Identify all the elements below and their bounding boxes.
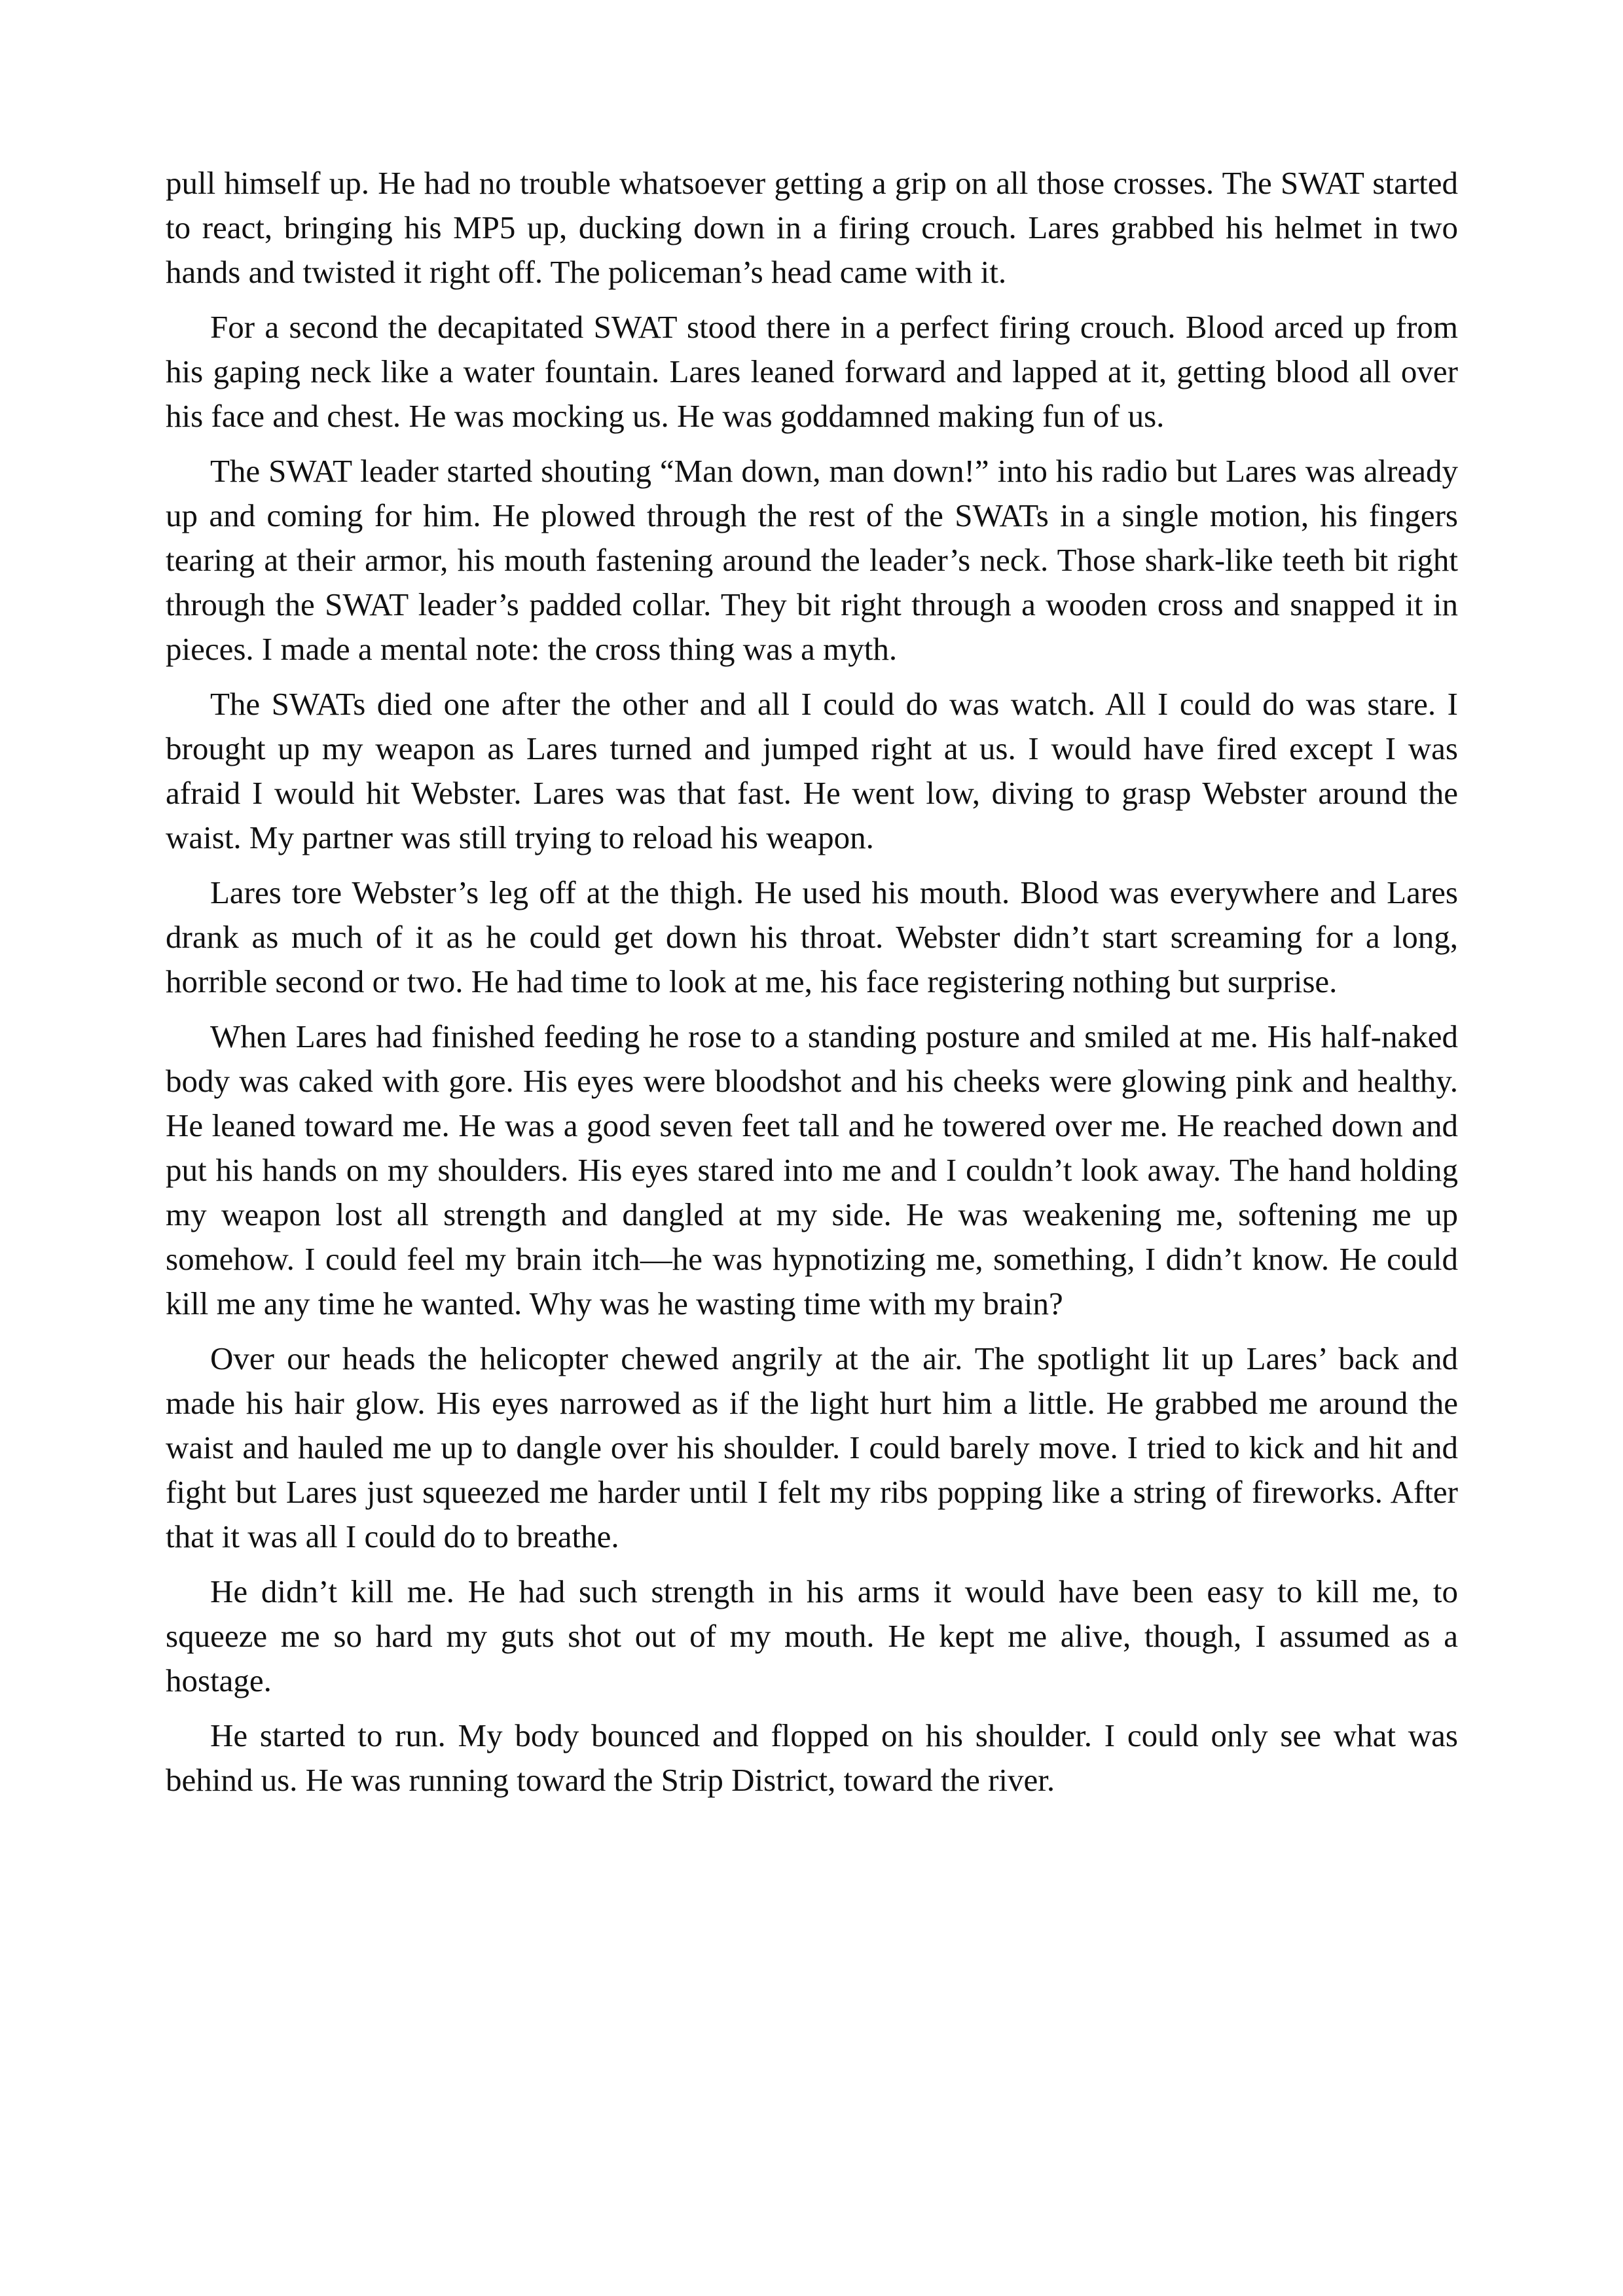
paragraph-7: Over our heads the helicopter chewed angrily at the air. The spotlight lit up Lares’ back and made his hair glow. His eyes narrowed as if the light hurt him a little. He grabbed me around the waist and hauled me up to dangle over his shoulder. I could barely move. I tried to kick and hit and fight but Lares just squeezed me harder until I felt my ribs popping like a string of fireworks. After that it was all I could do to breathe.: [166, 1340, 1458, 1554]
paragraph-6: When Lares had finished feeding he rose to a standing posture and smiled at me. His half-naked body was caked with gore. His eyes were bloodshot and his cheeks were glowing pink and healthy. He leaned toward me. He was a good seven feet tall and he towered over me. He reached down and put his hands on my shoulders. His eyes stared into me and I couldn’t look away. The hand holding my weapon lost all strength and dangled at my side. He was weakening me, softening me up somehow. I could feel my brain itch—he was hypnotizing me, something, I didn’t know. He could kill me any time he wanted. Why was he wasting time with my brain?: [166, 1018, 1458, 1321]
paragraph-5: Lares tore Webster’s leg off at the thigh. He used his mouth. Blood was everywhere and Lares drank as much of it as he could get down his throat. Webster didn’t start screaming for a long, horrible second or two. He had time to look at me, his face registering nothing but surprise.: [166, 874, 1458, 999]
paragraph-1: pull himself up. He had no trouble whatsoever getting a grip on all those crosses. The SWAT started to react, bringing his MP5 up, ducking down in a firing crouch. Lares grabbed his helmet in two hands and twisted it right off. The policeman’s head came with it.: [166, 165, 1458, 290]
paragraph-9: He started to run. My body bounced and flopped on his shoulder. I could only see what was behind us. He was running toward the Strip District, toward the river.: [166, 1717, 1458, 1798]
page-body: [166, 161, 1458, 1813]
paragraph-4: The SWATs died one after the other and all I could do was watch. All I could do was stare. I brought up my weapon as Lares turned and jumped right at us. I would have fired except I was afraid I would hit Webster. Lares was that fast. He went low, diving to grasp Webster around the waist. My partner was still trying to reload his weapon.: [166, 686, 1458, 855]
paragraph-3: The SWAT leader started shouting “Man down, man down!” into his radio but Lares was already up and coming for him. He plowed through the rest of the SWATs in a single motion, his fingers tearing at their armor, his mouth fastening around the leader’s neck. Those shark-like teeth bit right through the SWAT leader’s padded collar. They bit right through a wooden cross and snapped it in pieces. I made a mental note: the cross thing was a myth.: [166, 453, 1458, 667]
paragraph-2: For a second the decapitated SWAT stood there in a perfect firing crouch. Blood arced up from his gaping neck like a water fountain. Lares leaned forward and lapped at it, getting blood all over his face and chest. He was mocking us. He was goddamned making fun of us.: [166, 309, 1458, 434]
paragraph-8: He didn’t kill me. He had such strength in his arms it would have been easy to kill me, to squeeze me so hard my guts shot out of my mouth. He kept me alive, though, I assumed as a hostage.: [166, 1573, 1458, 1698]
